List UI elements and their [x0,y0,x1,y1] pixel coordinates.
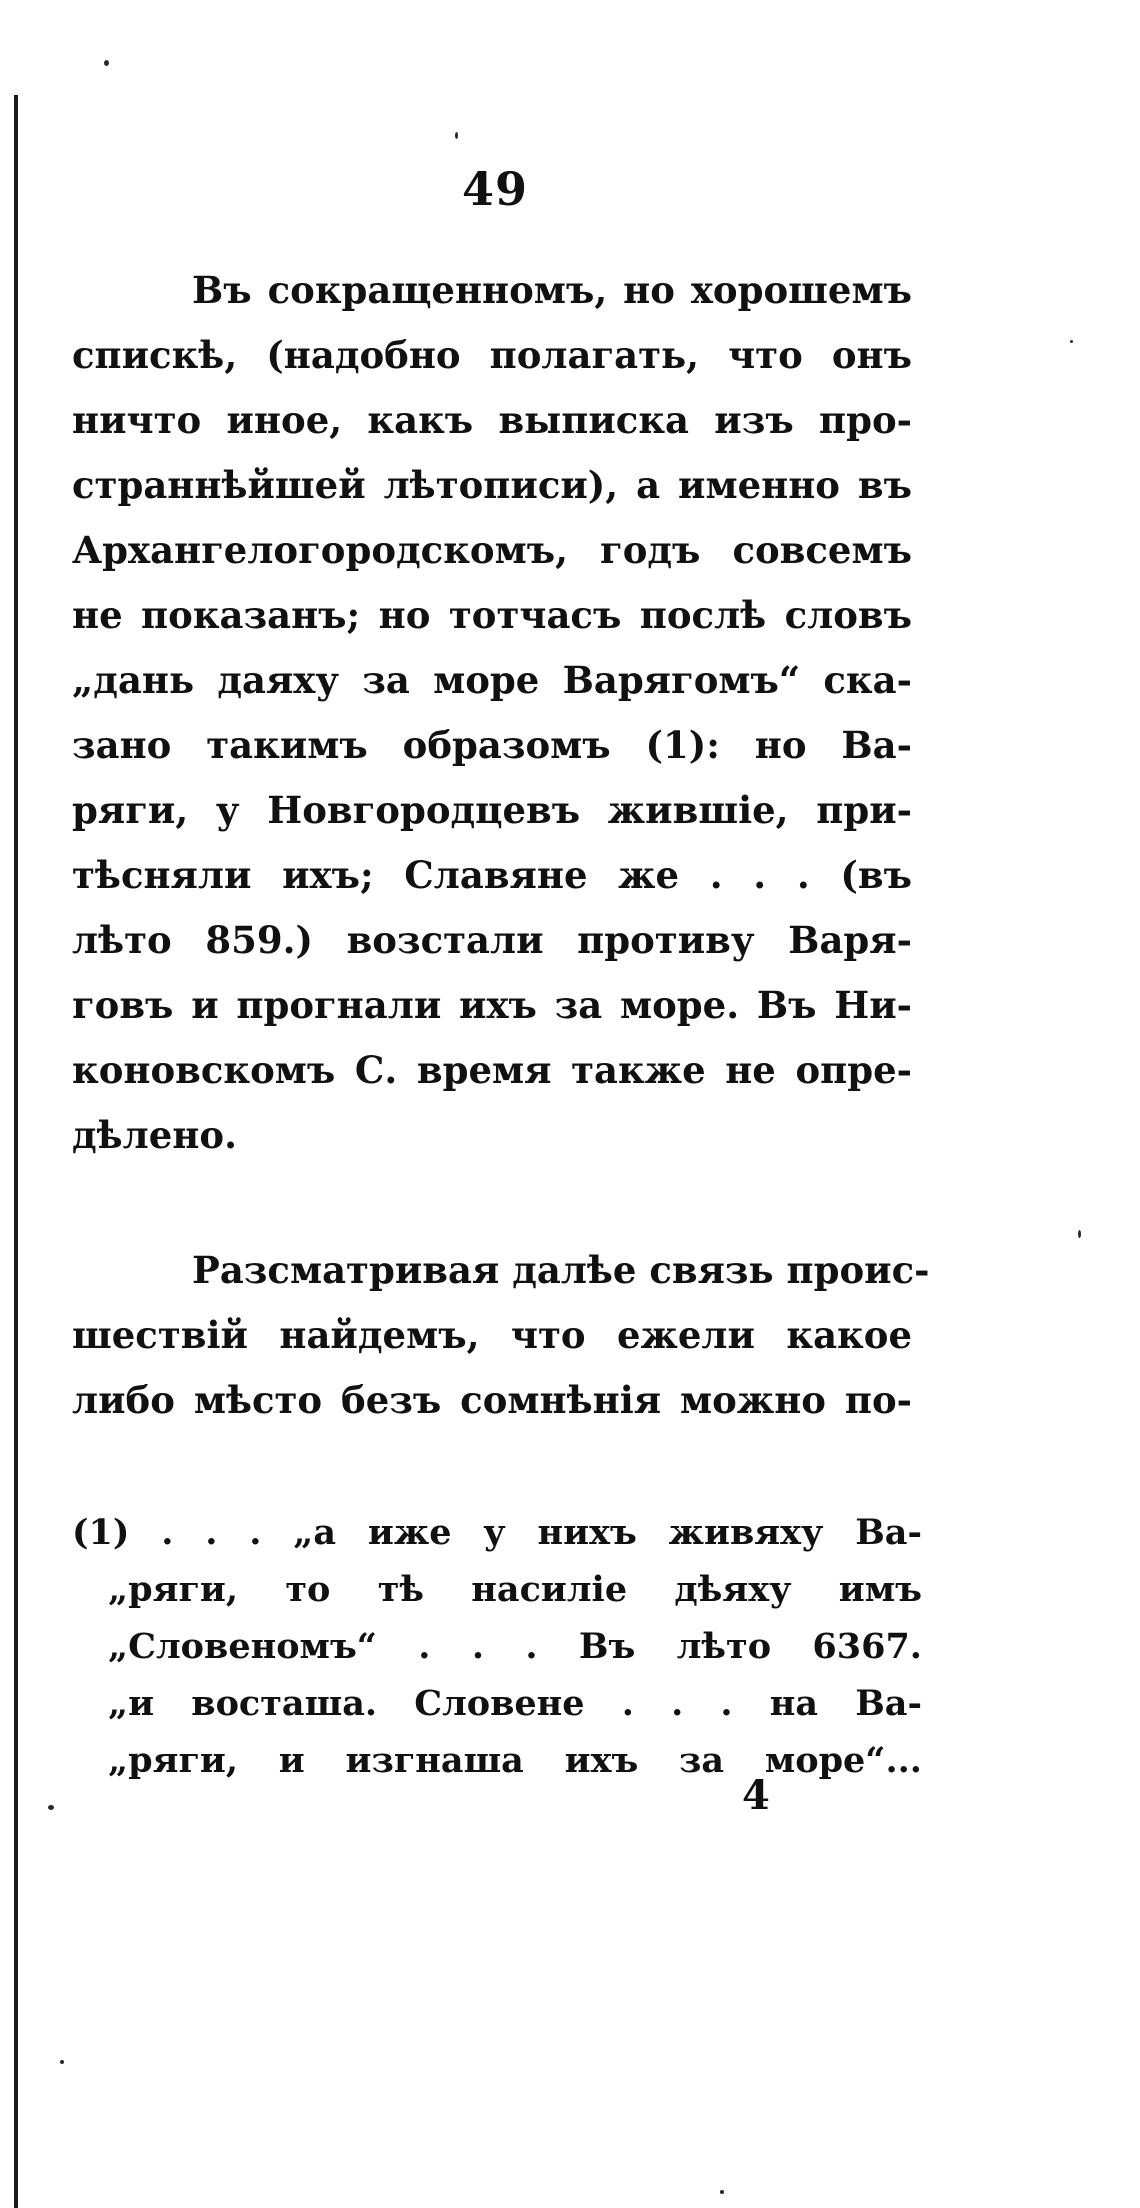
paragraph-2 [72,1238,930,1433]
text-line: Разсматривая далѣе связь проис- [192,1248,930,1292]
text-line: тѣсняли ихъ; Славяне же . . . (въ [72,853,912,897]
text-line: Архангелогородскомъ, годъ совсемъ [72,528,912,572]
footnote-line: „Словеномъ“ . . . Въ лѣто 6367. [108,1626,922,1667]
footnote-line: (1) . . . „а иже у нихъ живяху Ва- [72,1512,922,1553]
text-line: шествій найдемъ, что ежели какое [72,1313,912,1357]
text-line: говъ и прогнали ихъ за море. Въ Ни- [72,983,912,1027]
scan-speck [104,60,109,66]
text-line: либо мѣсто безъ сомнѣнія можно по- [72,1378,912,1422]
text-line: страннѣйшей лѣтописи), а именно въ [72,463,912,507]
text-line: ничто иное, какъ выписка изъ про- [72,398,912,442]
text-line: спискѣ, (надобно полагать, что онъ [72,333,912,377]
text-line: не показанъ; но тотчасъ послѣ словъ [72,593,912,637]
scan-speck [1078,1230,1081,1238]
text-line: „дань даяху за море Варягомъ“ ска- [72,658,912,702]
scan-speck [455,132,458,139]
scan-speck [60,2060,64,2064]
footnote-line: „ряги, то тѣ насиліе дѣяху имъ [108,1569,922,1610]
signature-mark: 4 [742,1772,770,1819]
page-number: 49 [461,162,528,216]
text-line: ряги, у Новгородцевъ жившіе, при- [72,788,912,832]
scan-speck [48,1805,54,1810]
text-line: коновскомъ С. время также не опре- [72,1048,912,1092]
paragraph-1 [72,258,912,1168]
scan-speck [1070,340,1073,343]
text-line: Въ сокращенномъ, но хорошемъ [192,268,912,312]
text-line: лѣто 859.) возстали противу Варя- [72,918,912,962]
footnote [72,1504,922,1789]
page-edge-line [14,95,18,2208]
text-line: дѣлено. [72,1113,237,1157]
footnote-line: „и восташа. Словене . . . на Ва- [108,1683,922,1724]
scan-speck [720,2190,724,2194]
footnote-line: „ряги, и изгнаша ихъ за море“... [108,1740,922,1781]
text-line: зано такимъ образомъ (1): но Ва- [72,723,912,767]
